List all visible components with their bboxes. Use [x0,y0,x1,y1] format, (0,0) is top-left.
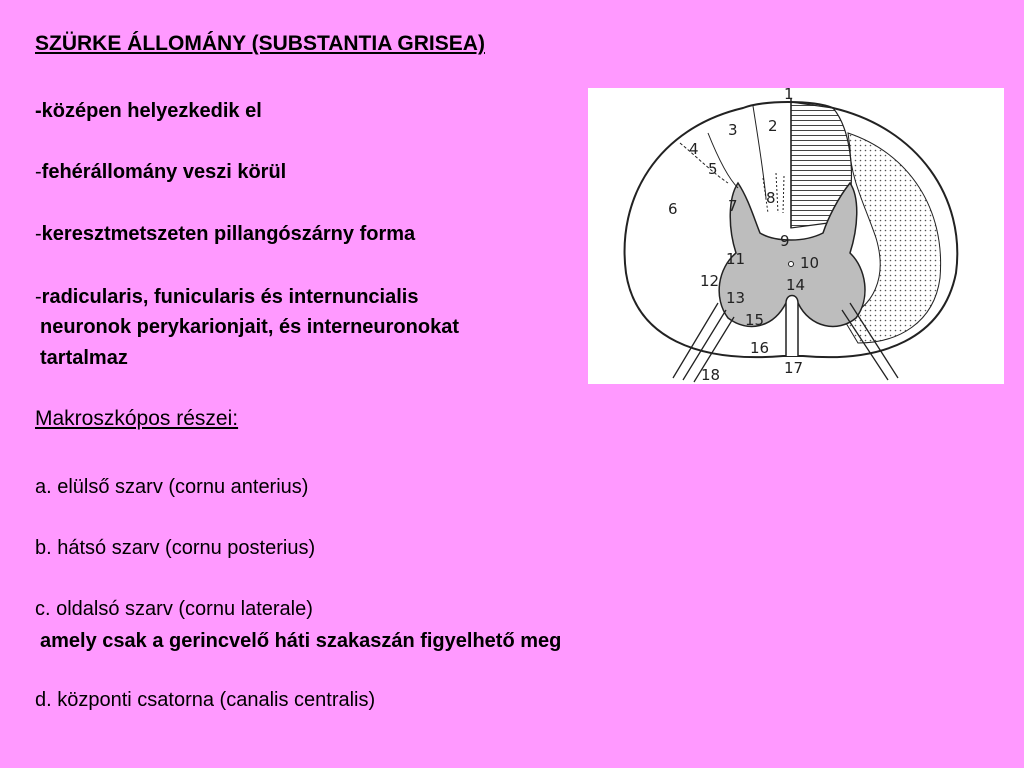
spinal-cord-diagram [588,88,1004,384]
fig-label-12: 12 [700,272,720,290]
fig-label-16: 16 [750,339,770,357]
bullet-4-continuation-2: tartalmaz [40,347,128,369]
subheading: Makroszkópos részei: [35,407,239,430]
fig-label-8: 8 [766,189,776,207]
fig-label-3: 3 [728,121,738,139]
bullet-text: középen helyezkedik el [41,100,262,122]
bullet-3 [35,222,415,246]
fig-label-18: 18 [701,366,721,384]
fig-label-15: 15 [745,311,765,329]
ventral-fissure [786,296,798,357]
fig-label-1: 1 [784,88,794,103]
fig-label-4: 4 [689,140,699,158]
part-c-continuation: amely csak a gerincvelő háti szakaszán figyelhető meg [40,630,562,652]
bullet-4 [35,285,418,309]
part-b: b. hátsó szarv (cornu posterius) [35,537,316,559]
central-canal [789,262,794,267]
bullet-2 [35,160,286,184]
fig-label-13: 13 [726,289,746,307]
fig-label-5: 5 [708,160,718,178]
bullet-text: keresztmetszeten pillangószárny forma [41,223,416,245]
bullet-dash: - [35,100,42,122]
fig-label-6: 6 [668,200,678,218]
bullet-dash: - [35,161,42,183]
bullet-dash: - [35,223,42,245]
fig-label-17: 17 [784,359,804,377]
fig-label-2: 2 [768,117,778,135]
bullet-1 [35,99,262,123]
part-c: c. oldalsó szarv (cornu laterale) [35,598,313,620]
fig-label-11: 11 [726,250,746,268]
part-a: a. elülső szarv (cornu anterius) [35,476,309,498]
bullet-dash: - [35,286,42,308]
bullet-text: fehérállomány veszi körül [41,161,287,183]
bullet-text: radicularis, funicularis és internuncialis [41,286,419,308]
fig-label-7: 7 [728,197,738,215]
part-d: d. központi csatorna (canalis centralis) [35,689,376,711]
fig-label-10: 10 [800,254,820,272]
slide-title: SZÜRKE ÁLLOMÁNY (SUBSTANTIA GRISEA) [35,32,485,55]
spinal-cord-cross-section-figure [588,88,1004,384]
fig-label-14: 14 [786,276,806,294]
bullet-4-continuation-1: neuronok perykarionjait, és interneuronokat [40,316,459,338]
fig-label-9: 9 [780,232,790,250]
